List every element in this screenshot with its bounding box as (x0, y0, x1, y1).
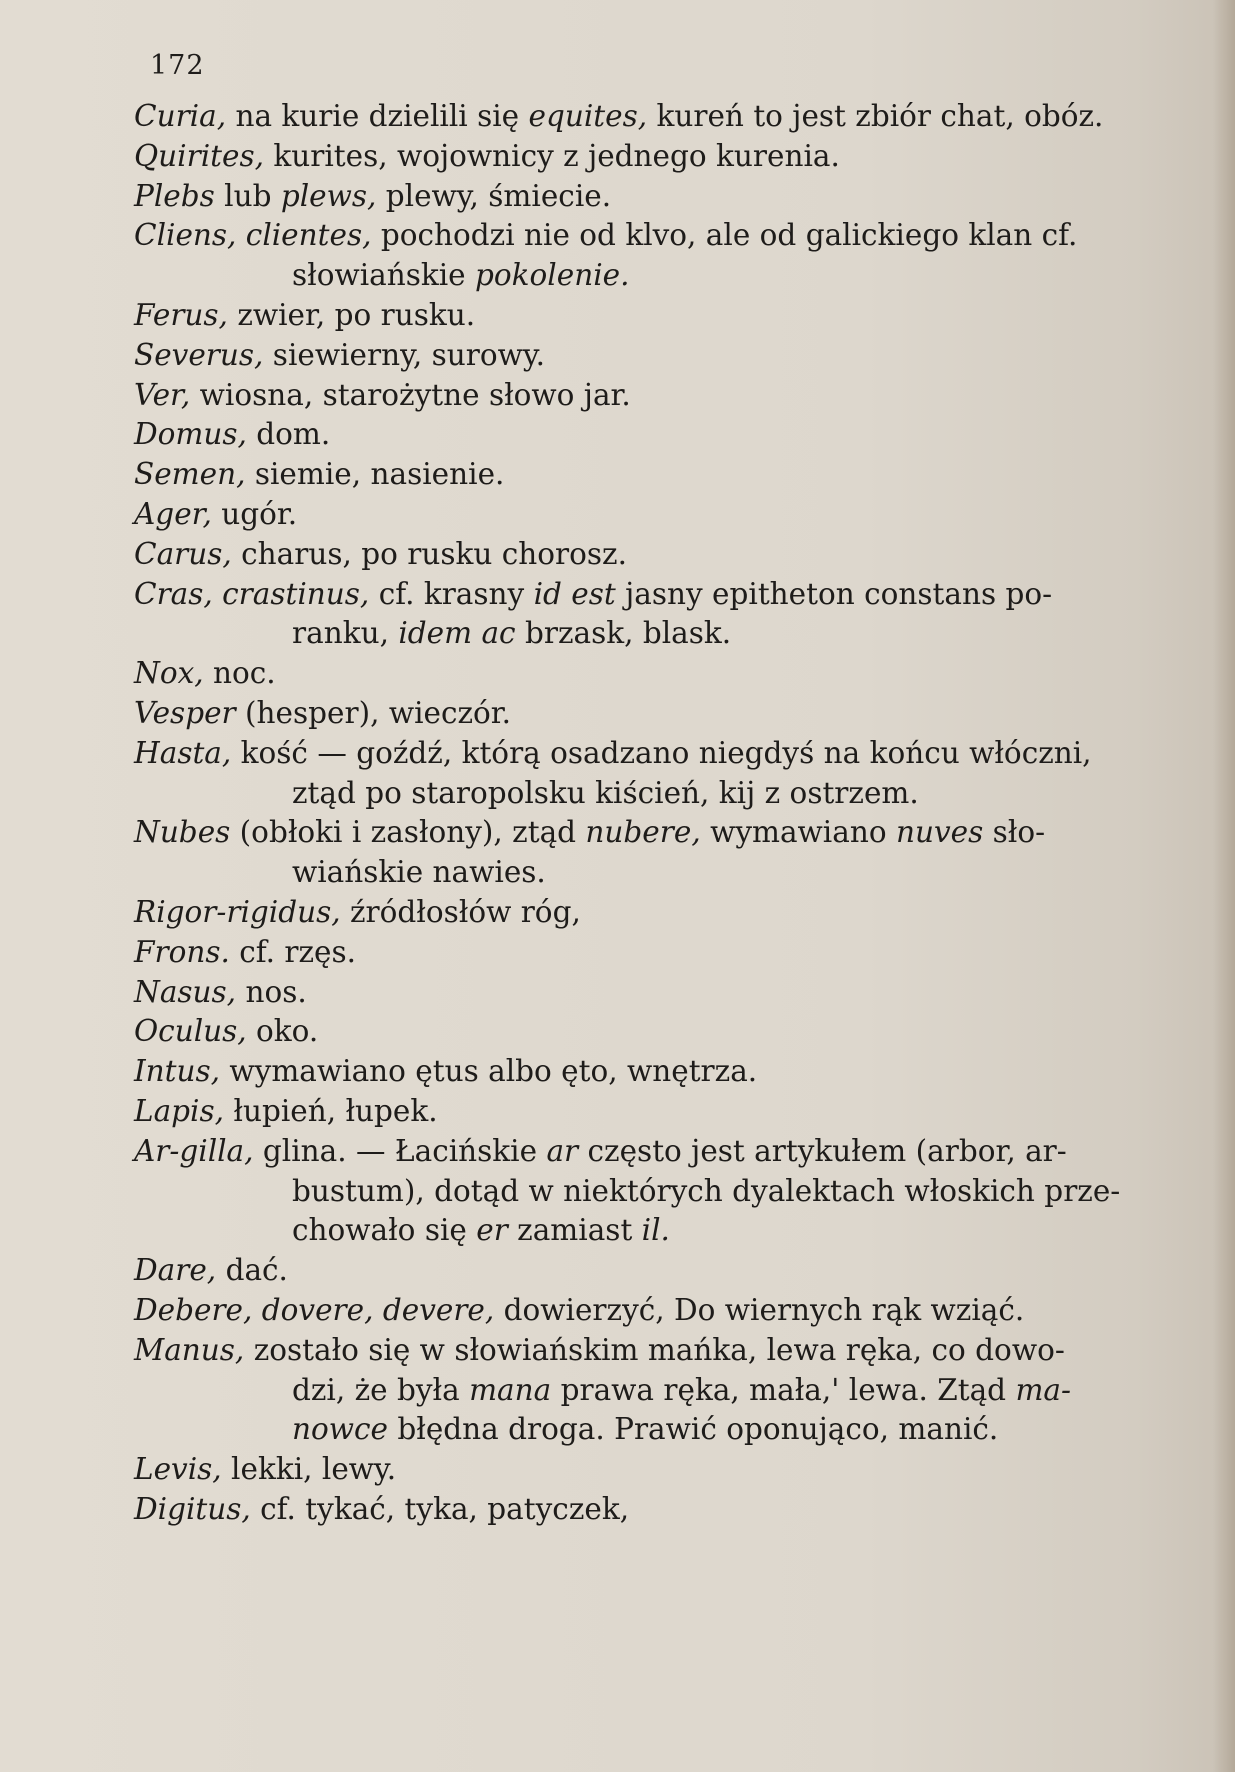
entry-line (134, 694, 1204, 734)
italic-term: er (476, 1213, 508, 1248)
entry-line (134, 1052, 1204, 1092)
italic-term: Ar-gilla, (134, 1133, 254, 1168)
text-run: ranku, (292, 616, 399, 651)
italic-term: Ver, (134, 377, 191, 412)
italic-term: nuves (895, 815, 984, 850)
text-run: łupień, łupek. (224, 1093, 438, 1128)
text-run: dać. (216, 1253, 288, 1288)
text-run: cf. tykać, tyka, patyczek, (250, 1491, 630, 1526)
text-run: wiańskie nawies. (292, 855, 546, 890)
text-run: na kurie dzielili się (226, 99, 529, 133)
text-run: cf. krasny (369, 576, 534, 611)
text-run: wymawiano (700, 815, 896, 850)
italic-term: equites, (528, 99, 648, 133)
italic-term: Nasus, (134, 974, 237, 1009)
italic-term: Levis, (134, 1452, 222, 1487)
italic-term: ma- (1015, 1372, 1071, 1407)
italic-term: idem ac (398, 616, 516, 651)
text-run: dzi, że była (292, 1372, 470, 1407)
text-run: zwier, po rusku. (227, 297, 476, 332)
italic-term: Manus, (134, 1332, 245, 1367)
text-run: (obłoki i zasłony), ztąd (230, 815, 586, 850)
italic-term: Quirites, (134, 138, 264, 173)
entry-line (134, 535, 1204, 575)
italic-term: il. (641, 1213, 670, 1248)
entry-line (134, 177, 1204, 217)
text-run: noc. (203, 656, 276, 691)
entry-line (134, 137, 1204, 177)
italic-term: ar (546, 1133, 579, 1168)
entry-line (134, 296, 1204, 336)
italic-term: Ager, (134, 496, 212, 531)
entry-line (134, 216, 1204, 256)
entry-line (134, 734, 1204, 774)
text-run: zostało się w słowiańskim mańka, lewa ręka, co dowo- (244, 1332, 1065, 1367)
entry-line (134, 495, 1204, 535)
text-run: siewierny, surowy. (263, 337, 545, 372)
text-run: źródłosłów róg, (340, 894, 581, 929)
italic-term: Oculus, (134, 1014, 247, 1049)
entry-continuation-line (134, 1211, 1204, 1251)
entry-line (134, 1092, 1204, 1132)
entry-line (134, 1291, 1204, 1331)
entry-line (134, 1251, 1204, 1291)
italic-term: Severus, (134, 337, 264, 372)
entry-line (134, 1450, 1204, 1490)
page-edge-shadow (1213, 0, 1235, 1772)
text-run: nos. (236, 974, 307, 1009)
text-run: ztąd po staropolsku kiścień, kij z ostrzem. (292, 775, 919, 810)
italic-term: Dare, (134, 1253, 217, 1288)
entry-line (134, 1132, 1204, 1172)
italic-term: Debere, dovere, devere, (134, 1292, 495, 1327)
italic-term: Digitus, (134, 1491, 251, 1526)
entry-line (134, 1331, 1204, 1371)
text-run: lub (214, 178, 281, 213)
entry-continuation-line (134, 1410, 1204, 1450)
italic-term: nubere, (585, 815, 701, 850)
entry-line (134, 97, 1204, 137)
entry-line (134, 893, 1204, 933)
text-run: plewy, śmiecie. (376, 178, 612, 213)
text-run: słowiańskie (292, 258, 476, 293)
text-run: pochodzi nie od klvo, ale od galickiego klan cf. (371, 218, 1078, 253)
italic-term: Carus, (134, 536, 232, 571)
text-run: dowierzyć, Do wiernych rąk wziąć. (494, 1292, 1025, 1327)
italic-term: Lapis, (134, 1093, 225, 1128)
entry-line (134, 813, 1204, 853)
italic-term: mana (469, 1372, 552, 1407)
entry-continuation-line (134, 1172, 1204, 1212)
italic-term: Intus, (134, 1054, 221, 1089)
italic-term: Vesper (134, 695, 236, 730)
text-run: błędna droga. Prawić oponująco, manić. (388, 1412, 999, 1447)
italic-term: Hasta, (134, 735, 232, 770)
text-run: brzask, blask. (515, 616, 732, 651)
text-run: wymawiano ętus albo ęto, wnętrza. (220, 1054, 758, 1089)
glossary-text (134, 97, 1204, 1530)
text-run: lekki, lewy. (221, 1452, 397, 1487)
italic-term: Frons. (134, 934, 230, 969)
text-run: glina. — Łacińskie (253, 1133, 547, 1168)
entry-line (134, 1012, 1204, 1052)
entry-continuation-line (134, 614, 1204, 654)
italic-term: Curia, (134, 99, 227, 133)
text-run: ugór. (211, 496, 298, 531)
italic-term: plews, (280, 178, 377, 213)
entry-line (134, 336, 1204, 376)
italic-term: nowce (292, 1412, 388, 1447)
italic-term: Cliens, clientes, (134, 218, 372, 253)
text-run: wiosna, starożytne słowo jar. (190, 377, 631, 412)
entry-line (134, 376, 1204, 416)
italic-term: Nox, (134, 656, 204, 691)
entry-line (134, 575, 1204, 615)
italic-term: Semen, (134, 457, 246, 492)
entry-continuation-line (134, 256, 1204, 296)
italic-term: Nubes (134, 815, 231, 850)
text-run: oko. (246, 1014, 319, 1049)
text-run: chowało się (292, 1213, 477, 1248)
text-run: cf. rzęs. (229, 934, 356, 969)
entry-continuation-line (134, 1371, 1204, 1411)
text-run: dom. (246, 417, 331, 452)
text-run: prawa ręka, mała,' lewa. Ztąd (551, 1372, 1016, 1407)
entry-line (134, 933, 1204, 973)
entry-line (134, 1490, 1204, 1530)
italic-term: Cras, crastinus, (134, 576, 370, 611)
text-run: zamiast (507, 1213, 642, 1248)
text-run: siemie, nasienie. (245, 457, 505, 492)
italic-term: Ferus, (134, 297, 228, 332)
italic-term: Plebs (134, 178, 215, 213)
text-run: kurites, wojownicy z jednego kurenia. (263, 138, 840, 173)
italic-term: pokolenie. (475, 258, 630, 293)
text-run: kość — goźdź, którą osadzano niegdyś na końcu włóczni, (231, 735, 1092, 770)
italic-term: id est (533, 576, 616, 611)
entry-line (134, 973, 1204, 1013)
text-run: kureń to jest zbiór chat, obóz. (647, 99, 1104, 133)
text-run: jasny epitheton constans po- (615, 576, 1053, 611)
entry-line (134, 415, 1204, 455)
entry-continuation-line (134, 774, 1204, 814)
entry-line (134, 455, 1204, 495)
italic-term: Domus, (134, 417, 247, 452)
text-run: często jest artykułem (arbor, ar- (578, 1133, 1067, 1168)
page-number: 172 (150, 50, 205, 81)
text-run: sło- (983, 815, 1046, 850)
entry-line (134, 654, 1204, 694)
entry-continuation-line (134, 853, 1204, 893)
italic-term: Rigor-rigidus, (134, 894, 341, 929)
text-run: (hesper), wieczór. (235, 695, 512, 730)
text-run: charus, po rusku chorosz. (231, 536, 627, 571)
text-run: bustum), dotąd w niektórych dyalektach włoskich prze- (292, 1173, 1121, 1208)
